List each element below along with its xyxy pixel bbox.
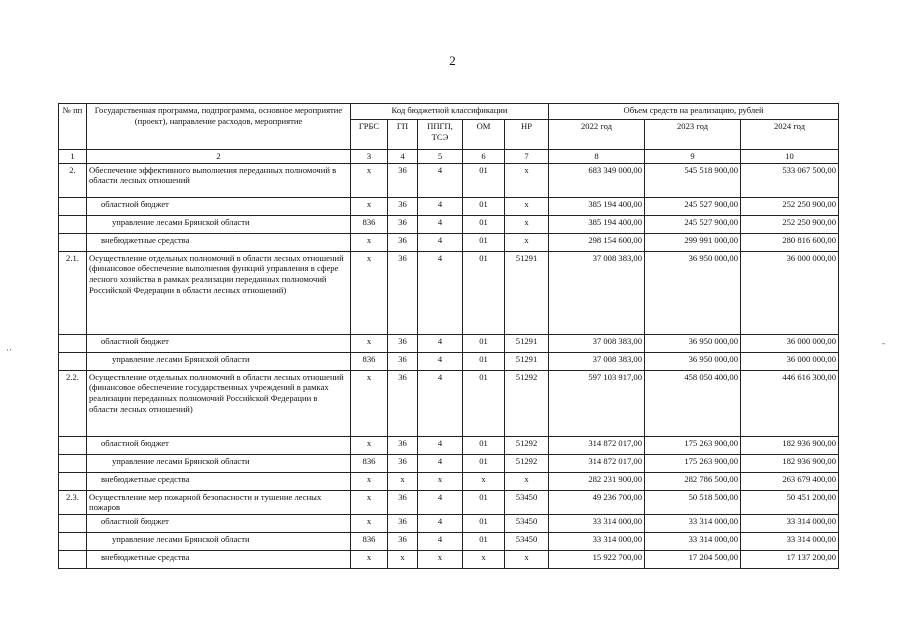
header-2023: 2023 год	[645, 120, 741, 150]
col-number: 6	[463, 150, 505, 164]
header-code-group: Код бюджетной классификации	[351, 104, 549, 120]
cell-no	[59, 533, 87, 551]
cell-y2022: 37 008 383,00	[549, 334, 645, 352]
cell-no	[59, 233, 87, 251]
cell-name: областной бюджет	[87, 197, 351, 215]
header-ppgp: ППГП, ТСЭ	[418, 120, 463, 150]
cell-y2022: 33 314 000,00	[549, 533, 645, 551]
col-number: 5	[418, 150, 463, 164]
cell-gp: 36	[388, 334, 418, 352]
cell-y2022: 683 349 000,00	[549, 163, 645, 197]
cell-name: Осуществление отдельных полномочий в области лесных отношений (финансовое обеспечение выполнения функций управления в сфере лесного хозяйства в рамках реализации переданных полномочий Российской Федерации в области лесных отношений)	[87, 251, 351, 334]
cell-y2023: 50 518 500,00	[645, 490, 741, 514]
cell-y2022: 385 194 400,00	[549, 215, 645, 233]
cell-name: областной бюджет	[87, 515, 351, 533]
scan-mark: -	[882, 338, 885, 348]
cell-ppgp: х	[418, 551, 463, 569]
cell-gp: 36	[388, 197, 418, 215]
cell-om: 01	[463, 454, 505, 472]
cell-no: 2.2.	[59, 370, 87, 436]
cell-y2024: 252 250 900,00	[741, 197, 839, 215]
table-row	[59, 454, 839, 472]
cell-grbs: 836	[351, 454, 388, 472]
cell-no	[59, 436, 87, 454]
cell-om: х	[463, 551, 505, 569]
cell-nr: 53450	[505, 490, 549, 514]
cell-grbs: 836	[351, 533, 388, 551]
cell-om: 01	[463, 370, 505, 436]
cell-no: 2.1.	[59, 251, 87, 334]
col-number: 1	[59, 150, 87, 164]
cell-y2022: 597 103 917,00	[549, 370, 645, 436]
cell-grbs: 836	[351, 352, 388, 370]
header-no: № пп	[59, 104, 87, 150]
cell-nr: 51291	[505, 352, 549, 370]
cell-gp: х	[388, 551, 418, 569]
cell-y2024: 36 000 000,00	[741, 352, 839, 370]
cell-ppgp: 4	[418, 215, 463, 233]
cell-nr: х	[505, 215, 549, 233]
table-row	[59, 233, 839, 251]
cell-y2024: 33 314 000,00	[741, 533, 839, 551]
cell-ppgp: 4	[418, 515, 463, 533]
table-row	[59, 551, 839, 569]
cell-om: 01	[463, 251, 505, 334]
cell-name: внебюджетные средства	[87, 472, 351, 490]
cell-y2024: 182 936 900,00	[741, 436, 839, 454]
cell-no	[59, 472, 87, 490]
cell-gp: 36	[388, 533, 418, 551]
cell-grbs: х	[351, 163, 388, 197]
header-grbs: ГРБС	[351, 120, 388, 150]
cell-ppgp: 4	[418, 163, 463, 197]
col-number: 7	[505, 150, 549, 164]
cell-no	[59, 551, 87, 569]
cell-name: Обеспечение эффективного выполнения переданных полномочий в области лесных отношений	[87, 163, 351, 197]
table-row	[59, 251, 839, 334]
table-row	[59, 436, 839, 454]
header-2024: 2024 год	[741, 120, 839, 150]
cell-y2022: 37 008 383,00	[549, 251, 645, 334]
cell-gp: 36	[388, 215, 418, 233]
cell-grbs: х	[351, 334, 388, 352]
cell-om: 01	[463, 334, 505, 352]
cell-nr: 51292	[505, 436, 549, 454]
cell-name: Осуществление мер пожарной безопасности и тушение лесных пожаров	[87, 490, 351, 514]
cell-ppgp: 4	[418, 436, 463, 454]
budget-table	[58, 103, 839, 569]
cell-no	[59, 197, 87, 215]
cell-y2024: 280 816 600,00	[741, 233, 839, 251]
cell-om: 01	[463, 515, 505, 533]
cell-name: управление лесами Брянской области	[87, 215, 351, 233]
cell-y2023: 33 314 000,00	[645, 515, 741, 533]
table-row	[59, 370, 839, 436]
cell-y2023: 299 991 000,00	[645, 233, 741, 251]
cell-gp: 36	[388, 370, 418, 436]
cell-gp: 36	[388, 490, 418, 514]
cell-y2023: 33 314 000,00	[645, 533, 741, 551]
cell-grbs: х	[351, 551, 388, 569]
table-row	[59, 472, 839, 490]
cell-no	[59, 352, 87, 370]
cell-grbs: х	[351, 472, 388, 490]
cell-y2024: 446 616 300,00	[741, 370, 839, 436]
cell-y2022: 314 872 017,00	[549, 454, 645, 472]
page-number: 2	[449, 53, 456, 68]
cell-nr: 51292	[505, 454, 549, 472]
cell-om: 01	[463, 197, 505, 215]
cell-y2024: 17 137 200,00	[741, 551, 839, 569]
cell-y2022: 298 154 600,00	[549, 233, 645, 251]
cell-grbs: х	[351, 251, 388, 334]
cell-ppgp: 4	[418, 454, 463, 472]
col-number: 4	[388, 150, 418, 164]
cell-name: Осуществление отдельных полномочий в области лесных отношений (финансовое обеспечение государственных учреждений в рамках реализации переданных полномочий Российской Федерации в области лесных отношений)	[87, 370, 351, 436]
cell-om: 01	[463, 490, 505, 514]
table-row	[59, 197, 839, 215]
cell-om: 01	[463, 436, 505, 454]
header-nr: НР	[505, 120, 549, 150]
cell-y2022: 49 236 700,00	[549, 490, 645, 514]
cell-y2024: 36 000 000,00	[741, 251, 839, 334]
cell-y2022: 385 194 400,00	[549, 197, 645, 215]
cell-ppgp: 4	[418, 352, 463, 370]
cell-ppgp: 4	[418, 533, 463, 551]
table-row	[59, 215, 839, 233]
cell-om: 01	[463, 533, 505, 551]
cell-y2022: 33 314 000,00	[549, 515, 645, 533]
cell-nr: 53450	[505, 515, 549, 533]
col-number: 8	[549, 150, 645, 164]
cell-grbs: 836	[351, 215, 388, 233]
cell-ppgp: 4	[418, 490, 463, 514]
header-name: Государственная программа, подпрограмма, основное мероприятие (проект), направление расходов, мероприятие	[87, 104, 351, 150]
cell-om: 01	[463, 352, 505, 370]
cell-y2023: 175 263 900,00	[645, 454, 741, 472]
table-row	[59, 533, 839, 551]
cell-y2022: 15 922 700,00	[549, 551, 645, 569]
table-row	[59, 334, 839, 352]
cell-name: управление лесами Брянской области	[87, 352, 351, 370]
cell-grbs: х	[351, 490, 388, 514]
cell-y2023: 175 263 900,00	[645, 436, 741, 454]
cell-no	[59, 215, 87, 233]
cell-nr: х	[505, 551, 549, 569]
cell-name: областной бюджет	[87, 334, 351, 352]
cell-y2024: 252 250 900,00	[741, 215, 839, 233]
header-om: ОМ	[463, 120, 505, 150]
cell-y2023: 36 950 000,00	[645, 251, 741, 334]
table-row	[59, 352, 839, 370]
header-2022: 2022 год	[549, 120, 645, 150]
cell-name: внебюджетные средства	[87, 551, 351, 569]
cell-ppgp: 4	[418, 334, 463, 352]
cell-nr: 51291	[505, 251, 549, 334]
cell-ppgp: 4	[418, 251, 463, 334]
cell-nr: 51291	[505, 334, 549, 352]
cell-gp: 36	[388, 352, 418, 370]
scan-mark: ··	[6, 345, 12, 355]
cell-gp: 36	[388, 233, 418, 251]
cell-grbs: х	[351, 197, 388, 215]
cell-om: х	[463, 472, 505, 490]
col-number: 9	[645, 150, 741, 164]
cell-nr: х	[505, 233, 549, 251]
table-row	[59, 163, 839, 197]
cell-y2023: 17 204 500,00	[645, 551, 741, 569]
cell-name: управление лесами Брянской области	[87, 533, 351, 551]
cell-nr: х	[505, 472, 549, 490]
cell-y2023: 458 050 400,00	[645, 370, 741, 436]
cell-nr: х	[505, 197, 549, 215]
cell-name: областной бюджет	[87, 436, 351, 454]
cell-grbs: х	[351, 436, 388, 454]
cell-ppgp: 4	[418, 197, 463, 215]
col-number: 10	[741, 150, 839, 164]
column-number-row	[59, 150, 839, 164]
table-row	[59, 490, 839, 514]
cell-grbs: х	[351, 515, 388, 533]
cell-om: 01	[463, 163, 505, 197]
cell-ppgp: 4	[418, 233, 463, 251]
cell-gp: х	[388, 472, 418, 490]
cell-y2024: 50 451 200,00	[741, 490, 839, 514]
cell-y2023: 36 950 000,00	[645, 352, 741, 370]
header-amount-group: Объем средств на реализацию, рублей	[549, 104, 839, 120]
cell-nr: х	[505, 163, 549, 197]
cell-nr: 51292	[505, 370, 549, 436]
cell-no	[59, 454, 87, 472]
cell-no: 2.3.	[59, 490, 87, 514]
cell-y2024: 182 936 900,00	[741, 454, 839, 472]
cell-ppgp: х	[418, 472, 463, 490]
cell-y2022: 282 231 900,00	[549, 472, 645, 490]
cell-om: 01	[463, 233, 505, 251]
cell-nr: 53450	[505, 533, 549, 551]
cell-y2022: 314 872 017,00	[549, 436, 645, 454]
col-number: 2	[87, 150, 351, 164]
cell-no: 2.	[59, 163, 87, 197]
cell-om: 01	[463, 215, 505, 233]
col-number: 3	[351, 150, 388, 164]
cell-gp: 36	[388, 454, 418, 472]
cell-y2023: 36 950 000,00	[645, 334, 741, 352]
cell-no	[59, 334, 87, 352]
cell-y2024: 263 679 400,00	[741, 472, 839, 490]
cell-y2024: 533 067 500,00	[741, 163, 839, 197]
cell-gp: 36	[388, 163, 418, 197]
cell-y2024: 36 000 000,00	[741, 334, 839, 352]
cell-gp: 36	[388, 251, 418, 334]
cell-y2022: 37 008 383,00	[549, 352, 645, 370]
cell-y2024: 33 314 000,00	[741, 515, 839, 533]
cell-name: внебюджетные средства	[87, 233, 351, 251]
cell-gp: 36	[388, 436, 418, 454]
cell-grbs: х	[351, 370, 388, 436]
cell-y2023: 245 527 900,00	[645, 197, 741, 215]
table-row	[59, 515, 839, 533]
cell-no	[59, 515, 87, 533]
cell-name: управление лесами Брянской области	[87, 454, 351, 472]
cell-y2023: 245 527 900,00	[645, 215, 741, 233]
cell-y2023: 545 518 900,00	[645, 163, 741, 197]
header-gp: ГП	[388, 120, 418, 150]
cell-gp: 36	[388, 515, 418, 533]
cell-grbs: х	[351, 233, 388, 251]
cell-y2023: 282 786 500,00	[645, 472, 741, 490]
cell-ppgp: 4	[418, 370, 463, 436]
